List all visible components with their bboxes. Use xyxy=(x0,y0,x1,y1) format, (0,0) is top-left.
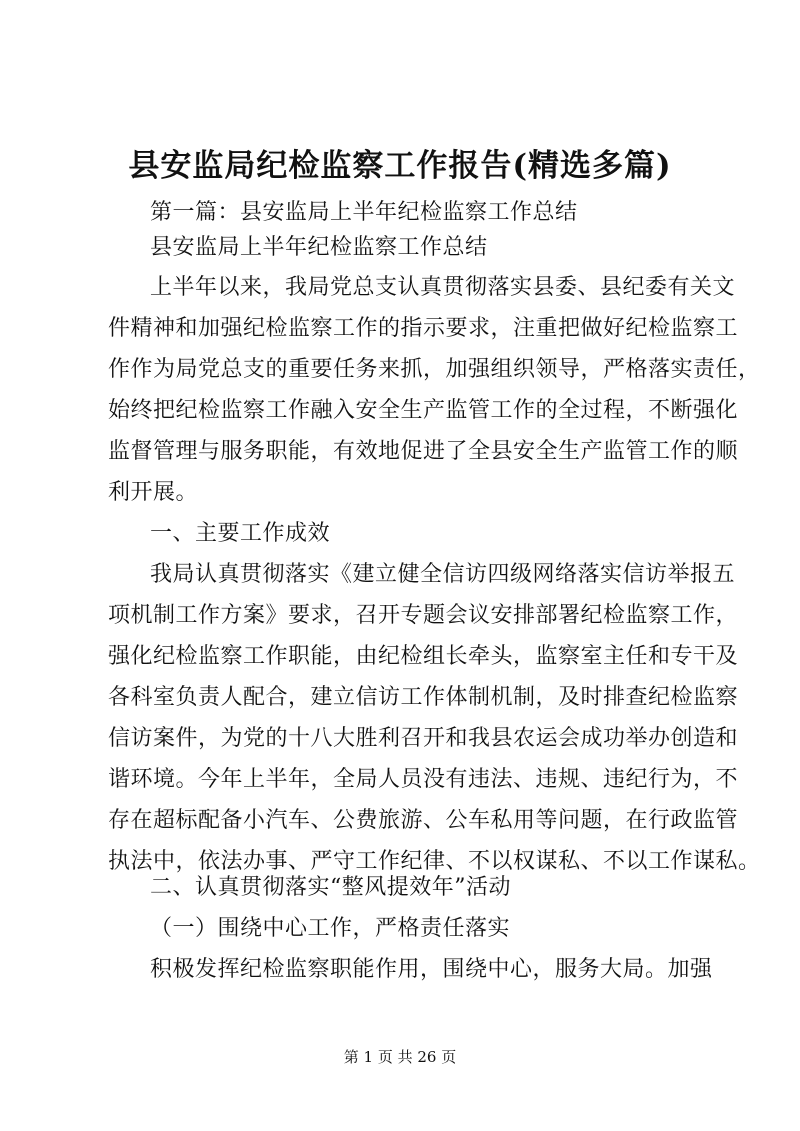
section-heading: 一、主要工作成效 xyxy=(150,521,331,546)
document-title: 县安监局纪检监察工作报告(精选多篇) xyxy=(128,148,672,184)
section-heading: 第一篇：县安监局上半年纪检监察工作总结 xyxy=(150,200,578,225)
paragraph-line: 各科室负责人配合，建立信访工作体制机制，及时排查纪检监察 xyxy=(108,685,739,710)
paragraph-line: 件精神和加强纪检监察工作的指示要求，注重把做好纪检监察工 xyxy=(108,316,739,341)
paragraph-line: 谐环境。今年上半年，全局人员没有违法、违规、违纪行为，不 xyxy=(108,767,739,792)
paragraph-line: 始终把纪检监察工作融入安全生产监管工作的全过程，不断强化 xyxy=(108,398,739,423)
paragraph-line: 监督管理与服务职能，有效地促进了全县安全生产监管工作的顺 xyxy=(108,439,739,464)
subsection-heading: （一）围绕中心工作，严格责任落实 xyxy=(150,916,511,941)
page-footer: 第 1 页 共 26 页 xyxy=(343,1048,457,1066)
section-heading: 二、认真贯彻落实“整风提效年”活动 xyxy=(150,875,511,900)
paragraph-line: 信访案件，为党的十八大胜利召开和我县农运会成功举办创造和 xyxy=(108,726,739,751)
paragraph-line: 存在超标配备小汽车、公费旅游、公车私用等问题，在行政监管 xyxy=(108,808,739,833)
subtitle-line: 县安监局上半年纪检监察工作总结 xyxy=(150,235,488,260)
paragraph-line: 利开展。 xyxy=(108,480,199,505)
paragraph-line: 项机制工作方案》要求，召开专题会议安排部署纪检监察工作， xyxy=(108,603,739,628)
paragraph-line: 上半年以来，我局党总支认真贯彻落实县委、县纪委有关文 xyxy=(150,275,736,300)
paragraph-line: 强化纪检监察工作职能，由纪检组长牵头，监察室主任和专干及 xyxy=(108,644,739,669)
paragraph-line: 作作为局党总支的重要任务来抓，加强组织领导，严格落实责任， xyxy=(108,357,761,382)
paragraph-line: 我局认真贯彻落实《建立健全信访四级网络落实信访举报五 xyxy=(150,562,736,587)
paragraph-line: 执法中，依法办事、严守工作纪律、不以权谋私、不以工作谋私。 xyxy=(108,849,761,874)
paragraph-line: 积极发挥纪检监察职能作用，围绕中心，服务大局。加强 xyxy=(150,957,713,982)
